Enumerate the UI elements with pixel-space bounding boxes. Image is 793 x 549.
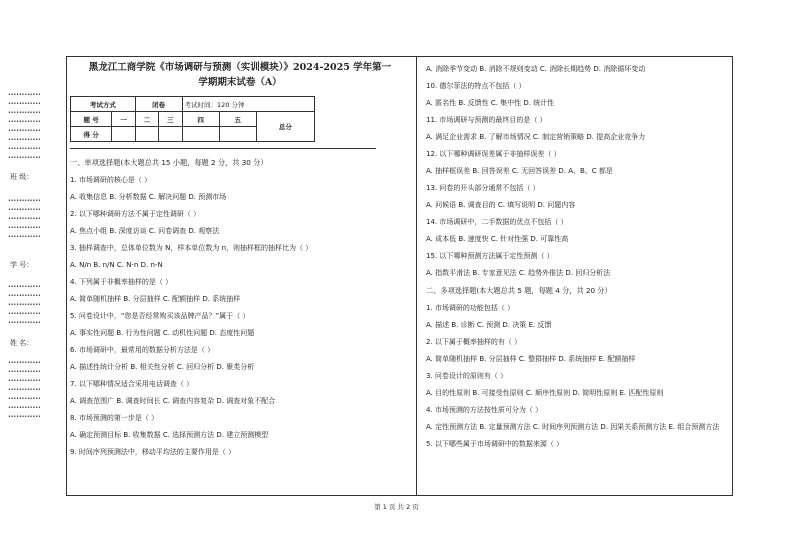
question-line: A. 消除季节变动 B. 消除不规则变动 C. 消除长期趋势 D. 消除循环变动 [426, 65, 646, 73]
binding-dots: •••••••••••• [8, 101, 41, 107]
exam-title-line1: 黑龙江工商学院《市场调研与预测（实训模块）》2024-2025 学年第一 [88, 62, 392, 73]
question-line: 12. 以下哪种调研误差属于非抽样误差（ ） [426, 150, 561, 158]
question-line: A. 焦点小组 B. 深度访谈 C. 问卷调查 D. 观察法 [70, 227, 220, 235]
page-footer: 第 1 页 共 2 页 [374, 503, 419, 511]
question-line: A. 匿名性 B. 反馈性 C. 集中性 D. 统计性 [426, 99, 555, 107]
binding-dots: •••••••••••• [8, 128, 41, 134]
binding-dots: •••••••••••• [8, 311, 41, 317]
left-question-list [70, 153, 410, 460]
question-line: 7. 以下哪种情况适合采用电话调查（ ） [70, 380, 194, 388]
binding-dots: •••••••••••• [8, 387, 41, 393]
total-label: 总分 [256, 112, 314, 142]
question-line: 11. 市场调研与预测的最终目的是（ ） [426, 116, 547, 124]
exam-title-line2: 学期期末试卷（A） [198, 77, 282, 88]
question-line: 5. 以下哪些属于市场调研中的数据来源（ ） [426, 440, 564, 448]
question-line: A. 满足企业需求 B. 了解市场情况 C. 制定营销策略 D. 提高企业竞争力 [426, 133, 646, 141]
name-label: 姓 名： [10, 339, 34, 347]
question-line: A. 抽样框误差 B. 回答误差 C. 无回答误差 D. A、B、C 都是 [426, 167, 613, 175]
question-line: 14. 市场调研中，二手数据的优点不包括（ ） [426, 218, 568, 226]
binding-dots: •••••••••••• [8, 110, 41, 116]
question-line: 15. 以下哪种预测方法属于定性预测（ ） [426, 252, 554, 260]
question-line: 10. 德尔菲法的特点不包括（ ） [426, 82, 526, 90]
question-line: A. 描述 B. 诊断 C. 预测 D. 决策 E. 反馈 [426, 321, 552, 329]
question-line: A. 描述性统计分析 B. 相关性分析 C. 回归分析 D. 聚类分析 [70, 363, 255, 371]
question-line: 13. 问卷的开头部分通常不包括（ ） [426, 184, 540, 192]
binding-dots: •••••••••••• [8, 234, 41, 240]
question-line: 2. 以下哪种调研方法不属于定性调研（ ） [70, 210, 201, 218]
left-column [70, 60, 410, 460]
question-line: A. N/n B. n/N C. N-n D. n-N [70, 261, 163, 269]
student-id-label: 学 号： [10, 261, 34, 269]
binding-dots: •••••••••••• [8, 396, 41, 402]
question-line: A. 确定预测目标 B. 收集数据 C. 选择预测方法 D. 建立预测模型 [70, 431, 269, 439]
question-line: 9. 时间序列预测法中，移动平均法的主要作用是（ ） [70, 448, 236, 456]
question-no-label: 题 号 [71, 112, 112, 127]
question-line: 5. 问卷设计中，“您是否经常购买该品牌产品？”属于（ ） [70, 312, 250, 320]
binding-dots: •••••••••••• [8, 216, 41, 222]
score-cell [135, 127, 158, 142]
question-line: 1. 市场调研的核心是（ ） [70, 176, 152, 184]
question-line: 4. 下列属于非概率抽样的是（ ） [70, 278, 173, 286]
score-cell [159, 127, 182, 142]
question-line: A. 目的性原则 B. 可接受性原则 C. 顺序性原则 D. 简明性原则 E. 匹配性原则 [426, 389, 664, 397]
question-line: 6. 市场调研中，最常用的数据分析方法是（ ） [70, 346, 215, 354]
binding-dots: •••••••••••• [8, 405, 41, 411]
right-question-list [426, 60, 730, 452]
binding-dots: •••••••••••• [8, 92, 41, 98]
score-table [70, 96, 315, 142]
binding-strip [8, 92, 58, 422]
question-line: A. 成本低 B. 速度快 C. 针对性强 D. 可靠性高 [426, 235, 569, 243]
col-4: 四 [182, 112, 219, 127]
binding-dots: •••••••••••• [8, 119, 41, 125]
question-line: 8. 市场预测的第一步是（ ） [70, 414, 159, 422]
exam-time: 考试时间：120 分钟 [182, 97, 314, 112]
binding-dots: •••••••••••• [8, 378, 41, 384]
question-line: A. 简单随机抽样 B. 分层抽样 C. 配额抽样 D. 系统抽样 [70, 295, 241, 303]
exam-form-value: 闭卷 [135, 97, 182, 112]
binding-dots: •••••••••••• [8, 207, 41, 213]
binding-dots: •••••••••••• [8, 293, 41, 299]
binding-dots: •••••••••••• [8, 360, 41, 366]
col-2: 二 [135, 112, 158, 127]
binding-dots: •••••••••••• [8, 146, 41, 152]
binding-dots: •••••••••••• [8, 225, 41, 231]
score-cell [219, 127, 256, 142]
question-line: A. 事实性问题 B. 行为性问题 C. 动机性问题 D. 态度性问题 [70, 329, 255, 337]
question-line: A. 指数平滑法 B. 专家意见法 C. 趋势外推法 D. 回归分析法 [426, 269, 611, 277]
binding-dots: •••••••••••• [8, 302, 41, 308]
binding-dots: •••••••••••• [8, 198, 41, 204]
col-5: 五 [219, 112, 256, 127]
question-line: A. 简单随机抽样 B. 分层抽样 C. 整群抽样 D. 系统抽样 E. 配额抽样 [426, 355, 636, 363]
section-heading: 二、多项选择题(本大题总共 5 题，每题 4 分，共 20 分） [426, 286, 612, 295]
question-line: A. 收集信息 B. 分析数据 C. 解决问题 D. 预测市场 [70, 193, 227, 201]
col-3: 三 [159, 112, 182, 127]
binding-dots: •••••••••••• [8, 137, 41, 143]
question-line: A. 调查范围广 B. 调查时间长 C. 调查内容复杂 D. 调查对象不配合 [70, 397, 276, 405]
question-line: A. 问候语 B. 调查目的 C. 填写说明 D. 问题内容 [426, 201, 576, 209]
right-column [426, 60, 730, 452]
binding-dots: •••••••••••• [8, 414, 41, 420]
exam-form-label: 考试方式 [71, 97, 136, 112]
column-divider [416, 56, 417, 496]
question-line: 1. 市场调研的功能包括（ ） [426, 304, 515, 312]
header-rule [70, 148, 376, 149]
binding-dots: •••••••••••• [8, 155, 41, 161]
binding-dots: •••••••••••• [8, 369, 41, 375]
score-label: 得 分 [71, 127, 112, 142]
binding-dots: •••••••••••• [8, 284, 41, 290]
question-line: 3. 问卷设计的原则有（ ） [426, 372, 508, 380]
class-label: 班 级： [10, 173, 34, 181]
question-line: A. 定性预测方法 B. 定量预测方法 C. 时间序列预测方法 D. 因果关系预测方法 E. 组合预测方法 [426, 423, 720, 431]
question-line: 3. 抽样调查中，总体单位数为 N，样本单位数为 n，则抽样框的抽样比为（ ） [70, 244, 313, 252]
question-line: 4. 市场预测的方法按性质可分为（ ） [426, 406, 543, 414]
col-1: 一 [112, 112, 135, 127]
question-line: 2. 以下属于概率抽样的有（ ） [426, 338, 522, 346]
binding-dots: •••••••••••• [8, 320, 41, 326]
score-cell [112, 127, 135, 142]
score-cell [182, 127, 219, 142]
section-heading: 一、单项选择题(本大题总共 15 小题，每题 2 分，共 30 分） [70, 158, 268, 167]
